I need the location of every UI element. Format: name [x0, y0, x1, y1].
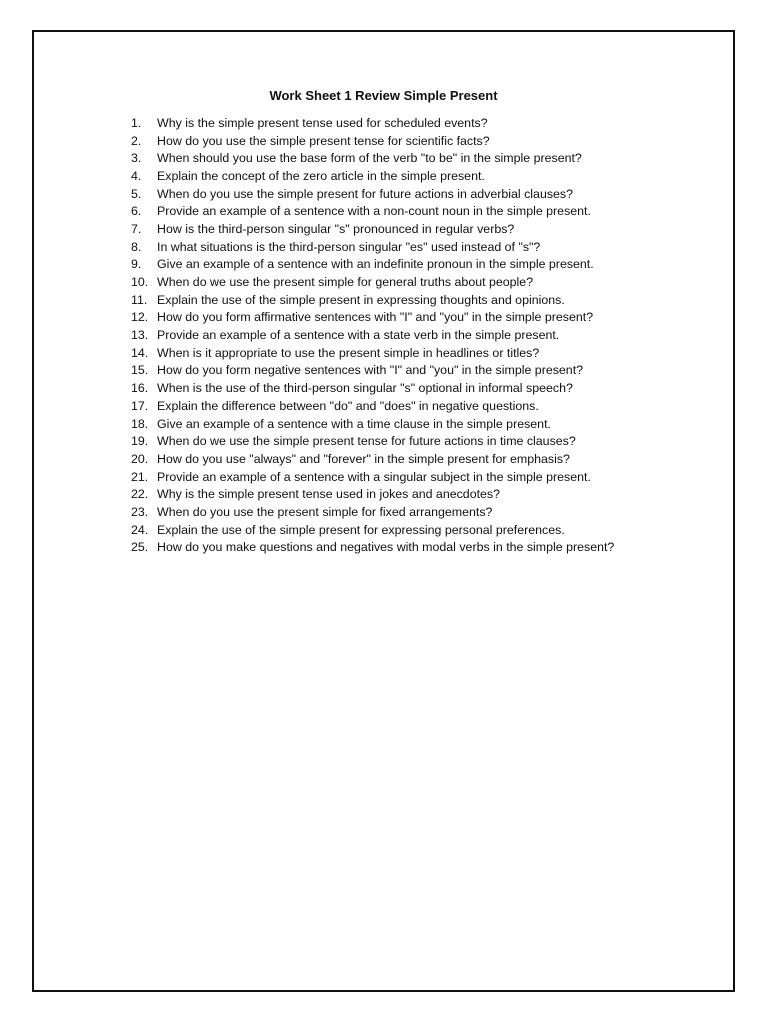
question-number: 5. — [131, 186, 142, 201]
question-item — [131, 149, 614, 167]
question-item — [131, 397, 614, 415]
question-text: Why is the simple present tense used for scheduled events? — [157, 115, 488, 130]
question-item — [131, 415, 614, 433]
question-number: 16. — [131, 381, 149, 396]
question-text: Provide an example of a sentence with a state verb in the simple present. — [157, 328, 560, 343]
question-number: 7. — [131, 221, 142, 236]
question-item — [131, 202, 614, 220]
question-number: 14. — [131, 345, 149, 360]
question-number: 6. — [131, 204, 142, 219]
question-text: How do you use the simple present tense for scientific facts? — [157, 133, 490, 148]
question-text: Provide an example of a sentence with a singular subject in the simple present. — [157, 469, 591, 484]
question-number: 17. — [131, 398, 149, 413]
question-number: 15. — [131, 363, 149, 378]
question-text: How is the third-person singular "s" pronounced in regular verbs? — [157, 221, 515, 236]
question-text: In what situations is the third-person singular "es" used instead of "s"? — [157, 239, 541, 254]
question-number: 25. — [131, 540, 149, 555]
question-text: When should you use the base form of the verb "to be" in the simple present? — [157, 151, 582, 166]
question-item — [131, 539, 614, 557]
question-text: Explain the use of the simple present for expressing personal preferences. — [157, 522, 565, 537]
question-number: 10. — [131, 275, 149, 290]
question-item — [131, 362, 614, 380]
question-text: Give an example of a sentence with an indefinite pronoun in the simple present. — [157, 257, 594, 272]
question-text: Explain the concept of the zero article in the simple present. — [157, 168, 485, 183]
question-number: 2. — [131, 133, 142, 148]
question-item — [131, 220, 614, 238]
question-text: How do you make questions and negatives with modal verbs in the simple present? — [157, 540, 615, 555]
question-number: 24. — [131, 522, 149, 537]
question-item — [131, 291, 614, 309]
question-text: When do you use the simple present for future actions in adverbial clauses? — [157, 186, 574, 201]
question-item — [131, 344, 614, 362]
question-text: When do you use the present simple for fixed arrangements? — [157, 504, 493, 519]
question-number: 20. — [131, 451, 149, 466]
question-item — [131, 132, 614, 150]
question-item — [131, 503, 614, 521]
question-item — [131, 167, 614, 185]
question-text: When do we use the present simple for general truths about people? — [157, 275, 534, 290]
question-text: How do you use "always" and "forever" in the simple present for emphasis? — [157, 451, 570, 466]
question-text: How do you form affirmative sentences with "I" and "you" in the simple present? — [157, 310, 594, 325]
question-item — [131, 309, 614, 327]
question-text: Explain the difference between "do" and "does" in negative questions. — [157, 398, 539, 413]
question-text: Why is the simple present tense used in jokes and anecdotes? — [157, 487, 501, 502]
question-number: 23. — [131, 504, 149, 519]
question-item — [131, 185, 614, 203]
question-text: Explain the use of the simple present in expressing thoughts and opinions. — [157, 292, 565, 307]
question-number: 11. — [131, 292, 148, 307]
question-item — [131, 273, 614, 291]
question-number: 8. — [131, 239, 142, 254]
question-number: 21. — [131, 469, 149, 484]
question-list — [131, 114, 614, 556]
question-number: 1. — [131, 115, 142, 130]
question-number: 13. — [131, 328, 149, 343]
page-frame — [32, 30, 735, 992]
question-number: 3. — [131, 151, 142, 166]
question-number: 19. — [131, 434, 149, 449]
question-item — [131, 238, 614, 256]
question-item — [131, 521, 614, 539]
question-item — [131, 379, 614, 397]
question-item — [131, 432, 614, 450]
question-text: When is it appropriate to use the present simple in headlines or titles? — [157, 345, 540, 360]
question-item — [131, 114, 614, 132]
question-text: Give an example of a sentence with a time clause in the simple present. — [157, 416, 551, 431]
page-title: Work Sheet 1 Review Simple Present — [269, 88, 498, 103]
question-item — [131, 450, 614, 468]
question-item — [131, 256, 614, 274]
question-text: When do we use the simple present tense for future actions in time clauses? — [157, 434, 576, 449]
question-number: 12. — [131, 310, 149, 325]
question-item — [131, 485, 614, 503]
question-number: 22. — [131, 487, 149, 502]
question-number: 18. — [131, 416, 149, 431]
question-text: How do you form negative sentences with "I" and "you" in the simple present? — [157, 363, 584, 378]
question-text: When is the use of the third-person singular "s" optional in informal speech? — [157, 381, 573, 396]
question-number: 9. — [131, 257, 142, 272]
question-item — [131, 468, 614, 486]
question-item — [131, 326, 614, 344]
question-text: Provide an example of a sentence with a non-count noun in the simple present. — [157, 204, 591, 219]
question-number: 4. — [131, 168, 142, 183]
